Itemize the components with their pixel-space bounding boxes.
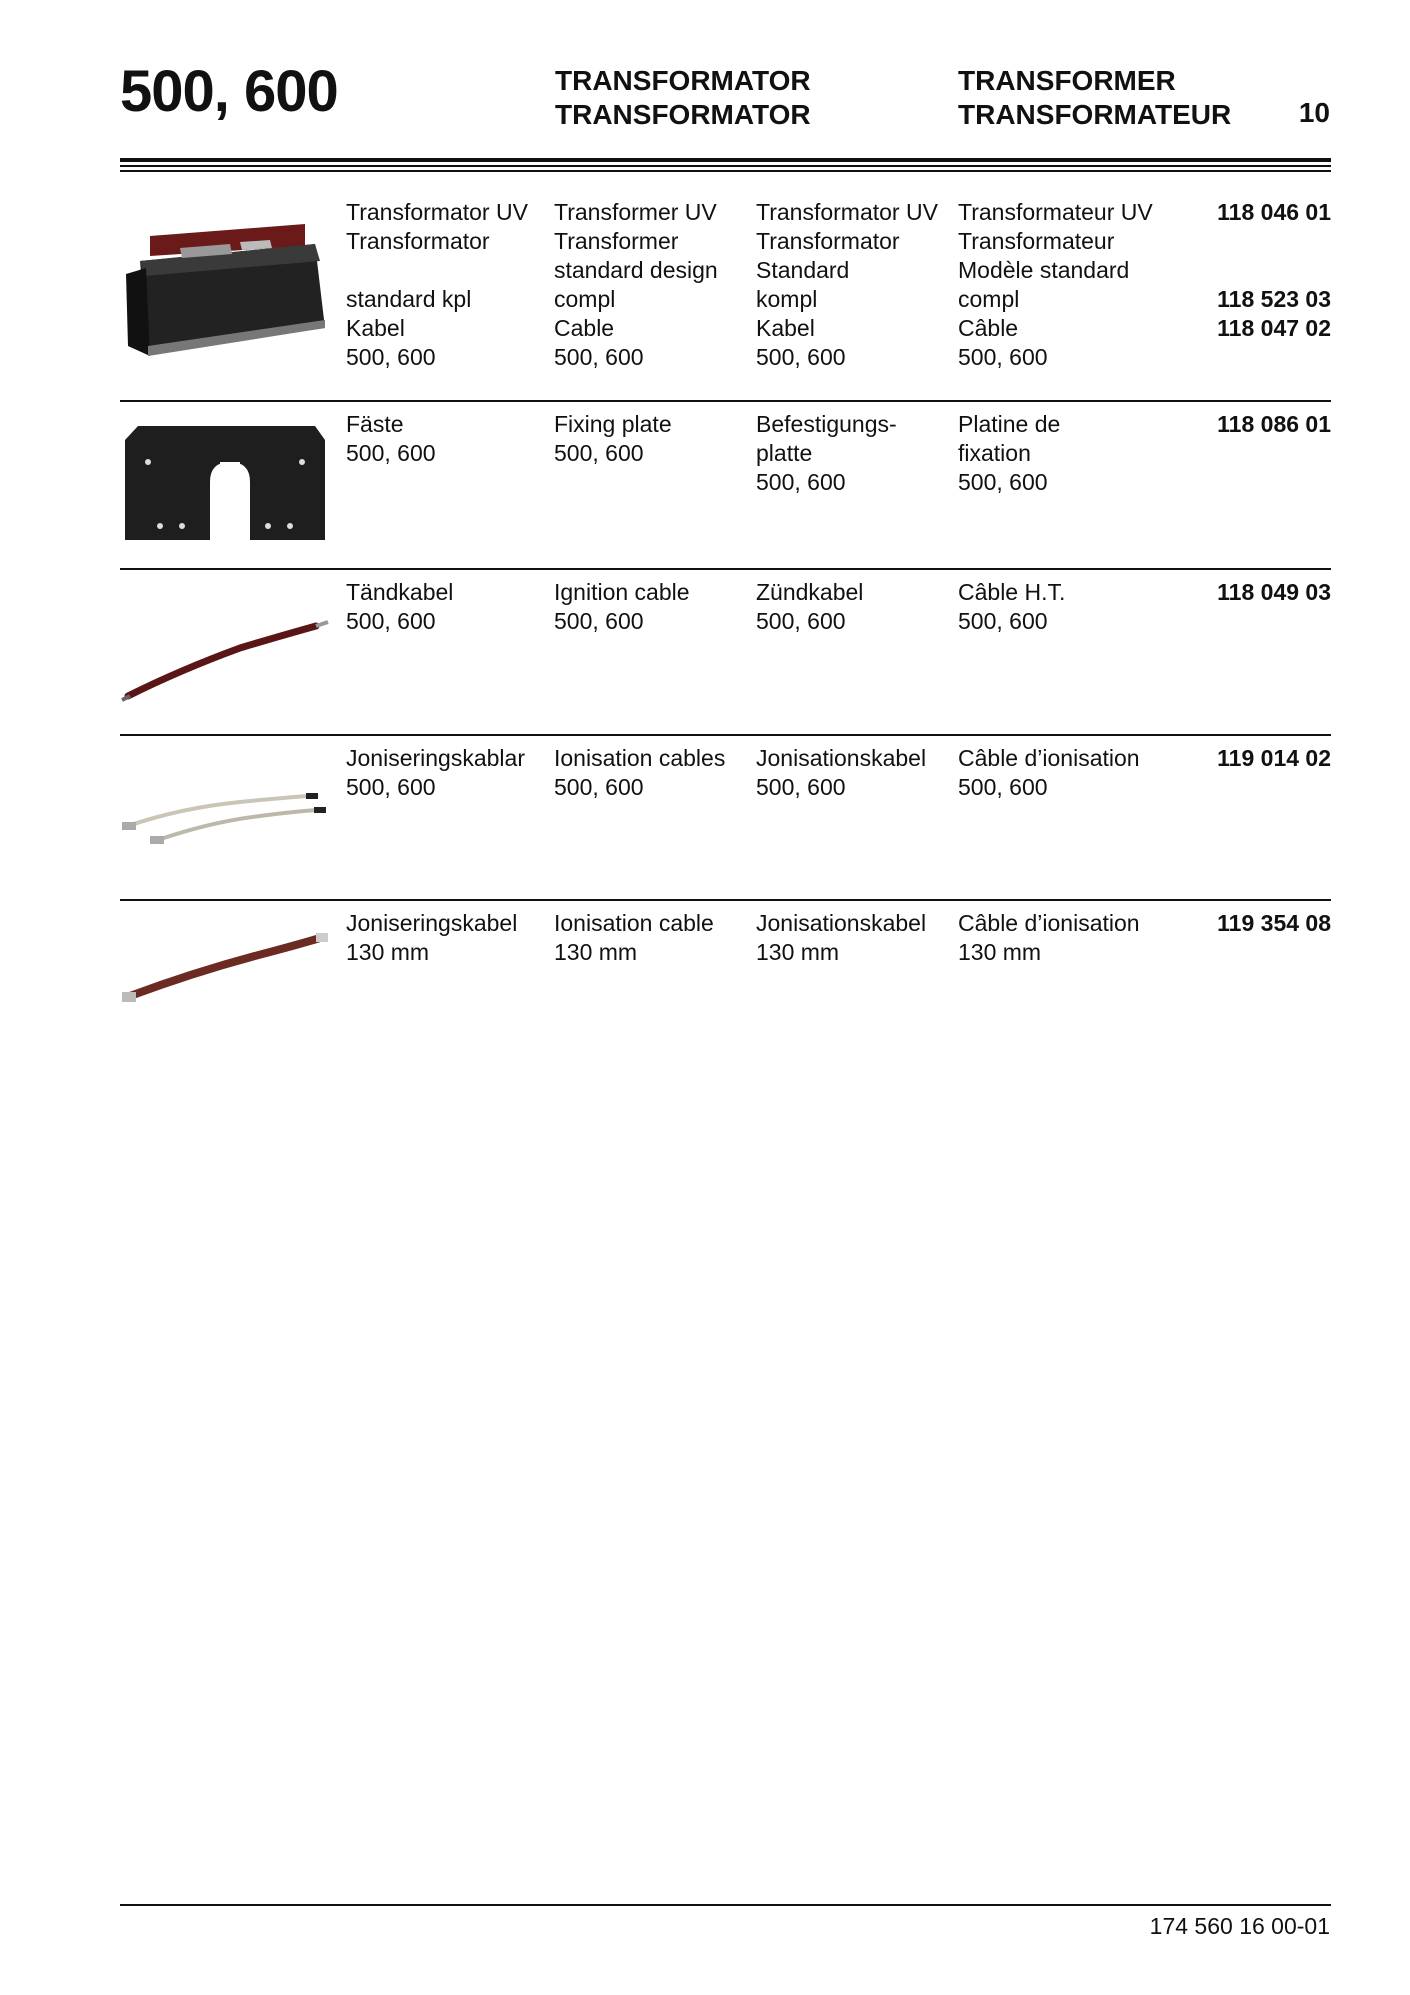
description-swedish: Joniseringskablar 500, 600 [346,745,525,800]
description-french: Câble d’ionisation 500, 600 [958,745,1140,800]
description-german: Transformator UV Transformator Standard kompl Kabel 500, 600 [756,199,938,370]
description-swedish: Fäste 500, 600 [346,411,436,466]
description-english: Transformer UV Transformer standard design compl Cable 500, 600 [554,199,718,370]
header-rule-thin-2 [120,170,1331,172]
title-english: TRANSFORMER [958,65,1176,96]
row-divider [120,899,1331,901]
header-rule-thick [120,158,1331,162]
description-german: Jonisationskabel 130 mm [756,910,927,965]
description-french: Platine de fixation 500, 600 [958,411,1061,495]
row-divider [120,568,1331,570]
header-rule-thin-1 [120,165,1331,167]
model-title: 500, 600 [120,59,338,124]
part-numbers: 119 014 02 [1217,745,1331,771]
description-english: Fixing plate 500, 600 [554,411,672,466]
description-english: Ionisation cables 500, 600 [554,745,726,800]
fixing-plate-photo-icon [120,422,330,547]
row-divider [120,400,1331,402]
part-numbers: 119 354 08 [1217,910,1331,936]
part-numbers: 118 046 01 118 523 03 118 047 02 [1217,199,1331,341]
title-german: TRANSFORMATOR [555,99,811,130]
description-french: Câble d’ionisation 130 mm [958,910,1140,965]
description-swedish: Transformator UV Transformator standard kpl Kabel 500, 600 [346,199,528,370]
header-titles-right [958,64,1231,132]
description-german: Jonisationskabel 500, 600 [756,745,927,800]
footer-rule [120,1904,1331,1906]
page-number: 10 [1298,97,1330,128]
description-english: Ignition cable 500, 600 [554,579,690,634]
description-french: Câble H.T. 500, 600 [958,579,1066,634]
description-swedish: Tändkabel 500, 600 [346,579,454,634]
part-numbers: 118 049 03 [1217,579,1331,605]
document-code: 174 560 16 00-01 [1149,1913,1330,1939]
header-titles-left [555,64,811,132]
ionisation-cable-photo-icon [120,924,330,1014]
title-french: TRANSFORMATEUR [958,99,1232,130]
description-german: Zündkabel 500, 600 [756,579,864,634]
row-divider [120,734,1331,736]
part-numbers: 118 086 01 [1217,411,1331,437]
title-swedish: TRANSFORMATOR [555,65,811,96]
ionisation-cables-photo-icon [120,774,330,864]
description-french: Transformateur UV Transformateur Modèle standard compl Câble 500, 600 [958,199,1153,370]
transformer-photo-icon [120,216,330,376]
ignition-cable-photo-icon [120,600,330,710]
description-german: Befestigungs- platte 500, 600 [756,411,897,495]
description-english: Ionisation cable 130 mm [554,910,714,965]
description-swedish: Joniseringskabel 130 mm [346,910,518,965]
